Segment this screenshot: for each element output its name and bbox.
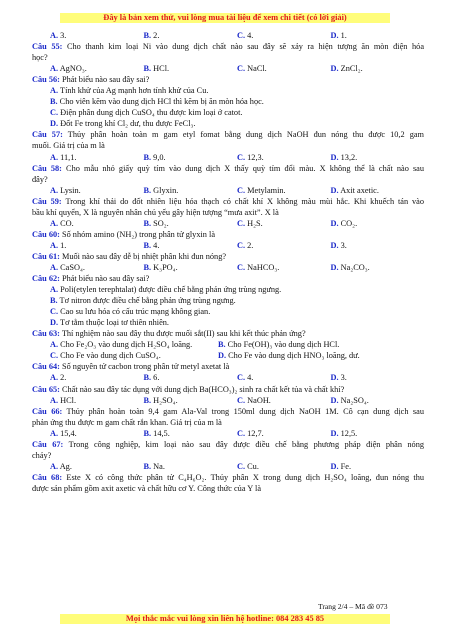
- q61-option-a: A. CaSO₄.: [50, 262, 85, 272]
- question-65-options: [32, 395, 424, 406]
- option-letter: C.: [237, 395, 246, 405]
- option-d: D. 1.: [330, 31, 347, 40]
- q60-option-d: D. 3.: [330, 240, 347, 250]
- q57-option-a: A. 11,1.: [50, 152, 77, 162]
- question-63-text: Thí nghiệm nào sau đây thu được muối sắt(II) sau khi kết thúc phản ứng?: [61, 329, 306, 339]
- option-c: C. 4.: [237, 31, 254, 40]
- question-61-stem: [32, 251, 424, 262]
- question-68-line-1: [32, 472, 424, 483]
- question-66-line-2: phản ứng thu được m gam chất rắn khan. Giá trị của m là: [32, 417, 222, 427]
- q61-option-c: C. NaHCO₃.: [237, 262, 280, 272]
- option-a: A. 3.: [50, 31, 67, 40]
- q62-option-b: B. Tơ nitron được điều chế bằng phản ứng trùng ngưng.: [50, 296, 236, 306]
- option-letter: A.: [50, 428, 59, 438]
- option-letter: C.: [50, 351, 59, 361]
- option-letter: D.: [330, 240, 339, 250]
- q56-option-b: B. Cho viên kẽm vào dung dịch HCl thì kẽm bị ăn mòn hóa học.: [50, 97, 264, 107]
- exam-content: [32, 30, 424, 494]
- question-57-line-2: muối. Giá trị của m là: [32, 141, 105, 151]
- option-letter: C.: [237, 64, 246, 74]
- option-letter: B.: [50, 97, 58, 107]
- question-67-line-1: [32, 439, 424, 450]
- question-63-options-row-2: [32, 350, 424, 361]
- option-letter: D.: [330, 185, 339, 195]
- option-letter: D.: [330, 428, 339, 438]
- question-58-line-2: đây?: [32, 174, 48, 184]
- question-59-line-2: bầu khí quyển, X là nguyên nhân chủ yếu gây hiện tượng “mưa axit”. X là: [32, 207, 279, 217]
- q63-option-a: A. Cho Fe₂O₃ vào dung dịch H₂SO₄ loãng.: [50, 340, 193, 350]
- q55-option-a: A. AgNO₃.: [50, 64, 87, 74]
- question-64-options: [32, 372, 424, 383]
- question-55-number: Câu 55:: [32, 42, 63, 52]
- question-63-number: Câu 63:: [32, 329, 60, 339]
- q66-option-a: A. 15,4.: [50, 428, 77, 438]
- question-62-text: Phát biểu nào sau đây sai?: [61, 274, 150, 284]
- q62-option-a: A. Poli(etylen terephtalat) được điều chế bằng phản ứng trùng ngưng.: [50, 285, 282, 295]
- option-b: B. 2.: [143, 31, 160, 40]
- option-letter: C.: [50, 108, 59, 118]
- option-letter: C.: [237, 185, 246, 195]
- question-58-options: [32, 185, 424, 196]
- option-letter: B.: [143, 262, 152, 272]
- option-letter: C.: [237, 240, 246, 250]
- option-letter: A.: [50, 285, 59, 295]
- option-letter: C.: [237, 373, 246, 383]
- option-letter: B.: [143, 240, 152, 250]
- question-58-number: Câu 58:: [32, 163, 62, 173]
- question-55-line-2: học?: [32, 53, 48, 63]
- q67-option-c: C. Cu.: [237, 461, 259, 471]
- question-56-number: Câu 56:: [32, 75, 60, 85]
- option-letter: D.: [218, 351, 227, 361]
- question-67-number: Câu 67:: [32, 439, 64, 449]
- question-61-number: Câu 61:: [32, 251, 60, 261]
- option-letter: D.: [50, 318, 59, 328]
- option-letter: A.: [50, 395, 59, 405]
- q55-option-b: B. HCl.: [143, 64, 170, 74]
- option-letter: A.: [50, 31, 59, 40]
- option-letter: D.: [330, 395, 339, 405]
- q56-option-c: C. Điện phân dung dịch CuSO₄ thu được kim loại ở catot.: [50, 108, 243, 118]
- option-letter: D.: [330, 373, 339, 383]
- q65-option-d: D. Na₂SO₄.: [330, 395, 369, 405]
- option-letter: D.: [330, 64, 339, 74]
- q58-option-c: C. Metylamin.: [237, 185, 286, 195]
- page-number-label: Trang 2/4 – Mã đề 073: [318, 602, 388, 611]
- question-63-stem: [32, 328, 424, 339]
- q60-option-c: C. 2.: [237, 240, 254, 250]
- option-letter: B.: [50, 296, 58, 306]
- option-letter: B.: [143, 64, 152, 74]
- question-60-text: Số nhóm amino (NH₂) trong phân tử glyxin là: [61, 229, 215, 239]
- question-57-options: [32, 152, 424, 163]
- question-61-text: Muối nào sau đây dễ bị nhiệt phân khi đun nóng?: [61, 251, 227, 261]
- question-59-line-1: [32, 196, 424, 207]
- option-letter: D.: [330, 262, 339, 272]
- question-59-options: [32, 218, 424, 229]
- option-letter: D.: [330, 152, 339, 162]
- question-56-stem: [32, 74, 424, 85]
- option-letter: A.: [50, 218, 59, 228]
- option-letter: A.: [50, 373, 59, 383]
- option-letter: A.: [50, 86, 59, 96]
- question-58-line-1: [32, 163, 424, 174]
- option-letter: B.: [143, 428, 152, 438]
- q65-option-a: A. HCl.: [50, 395, 77, 405]
- question-57-number: Câu 57:: [32, 130, 63, 140]
- q59-option-c: C. H₂S.: [237, 218, 263, 228]
- q64-option-b: B. 6.: [143, 373, 160, 383]
- q61-option-d: D. Na₂CO₃.: [330, 262, 370, 272]
- top-preview-banner: Đây là bản xem thử, vui lòng mua tài liệu để xem chi tiết (có lời giải): [60, 13, 390, 23]
- question-68-number: Câu 68:: [32, 472, 63, 482]
- option-letter: B.: [143, 152, 152, 162]
- question-59-text: Trong khí thải do đốt nhiên liệu hóa thạch có chất khí X không màu mùi hắc. Khi khuếch tán vào: [65, 196, 424, 206]
- option-letter: A.: [50, 340, 59, 350]
- question-58-text: Cho mẫu nhỏ giấy quỳ tím vào dung dịch X thấy quỳ tím đổi màu. X không thể là chất nào sau: [66, 163, 425, 173]
- option-letter: C.: [237, 461, 246, 471]
- option-letter: A.: [50, 262, 59, 272]
- q66-option-d: D. 12,5.: [330, 428, 358, 438]
- option-letter: D.: [330, 31, 339, 40]
- question-62-number: Câu 62:: [32, 274, 60, 284]
- question-60-number: Câu 60:: [32, 229, 60, 239]
- question-56-text: Phát biểu nào sau đây sai?: [61, 75, 150, 85]
- question-67-options: [32, 461, 424, 472]
- question-55-line-1: [32, 41, 424, 52]
- option-letter: A.: [50, 64, 59, 74]
- q64-option-a: A. 2.: [50, 373, 67, 383]
- q59-option-b: B. SO₂.: [143, 218, 169, 228]
- q58-option-d: D. Axit axetic.: [330, 185, 379, 195]
- q65-option-c: C. NaOH.: [237, 395, 271, 405]
- question-65-text: Chất nào sau đây tác dụng với dung dịch Ba(HCO₃)₂ sinh ra chất kết tủa và chất khí?: [61, 384, 345, 394]
- question-68-line-2: được sản phẩm gồm axit axetic và chất hữu cơ Y. Công thức của Y là: [32, 483, 262, 493]
- q67-option-a: A. Ag.: [50, 461, 72, 471]
- option-letter: A.: [50, 185, 59, 195]
- options-row: [32, 30, 424, 41]
- q64-option-d: D. 3.: [330, 373, 347, 383]
- option-letter: C.: [237, 31, 246, 40]
- question-62-stem: [32, 273, 424, 284]
- question-57-line-1: [32, 129, 424, 140]
- option-letter: A.: [50, 240, 59, 250]
- q59-option-d: D. CO₂.: [330, 218, 358, 228]
- q57-option-d: D. 13,2.: [330, 152, 358, 162]
- q67-option-d: D. Fe.: [330, 461, 352, 471]
- q63-option-c: C. Cho Fe vào dung dịch CuSO₄.: [50, 351, 161, 361]
- q64-option-c: C. 4.: [237, 373, 254, 383]
- question-57-text: Thủy phân hoàn toàn m gam etyl fomat bằng dung dịch NaOH đun nóng thu được 10,2 gam: [67, 130, 424, 140]
- question-55-options: [32, 63, 424, 74]
- q62-option-d: D. Tơ tằm thuộc loại tơ thiên nhiên.: [50, 318, 170, 328]
- q66-option-b: B. 14,5.: [143, 428, 170, 438]
- q57-option-c: C. 12,3.: [237, 152, 264, 162]
- option-letter: C.: [237, 428, 246, 438]
- option-letter: B.: [218, 340, 226, 350]
- option-letter: B.: [143, 218, 152, 228]
- option-letter: B.: [143, 373, 152, 383]
- q55-option-d: D. ZnCl₂.: [330, 64, 363, 74]
- question-60-options: [32, 240, 424, 251]
- question-55-text: Cho thanh kim loại Ni vào dung dịch chất nào sau đây sẽ xảy ra hiện tượng ăn mòn điện hóa: [66, 42, 424, 52]
- question-66-line-1: [32, 406, 424, 417]
- question-63-options-row-1: [32, 339, 424, 350]
- q56-option-a: A. Tính khử của Ag mạnh hơn tính khử của Cu.: [50, 86, 209, 96]
- option-letter: A.: [50, 152, 59, 162]
- question-66-number: Câu 66:: [32, 406, 63, 416]
- question-66-options: [32, 428, 424, 439]
- q59-option-a: A. CO.: [50, 218, 74, 228]
- question-66-text: Thủy phân hoàn toàn 9,4 gam Ala-Val trong 150ml dung dịch NaOH 1M. Cô cạn dung dịch sau: [66, 406, 424, 416]
- question-64-stem: [32, 361, 424, 372]
- q57-option-b: B. 9,0.: [143, 152, 166, 162]
- q63-option-b: B. Cho Fe(OH)₃ vào dung dịch HCl.: [218, 340, 340, 350]
- q60-option-a: A. 1.: [50, 240, 67, 250]
- option-letter: C.: [237, 218, 246, 228]
- question-65-number: Câu 65:: [32, 384, 60, 394]
- hotline-banner: Mọi thắc mắc vui lòng xin liên hệ hotline: 084 283 45 85: [60, 614, 390, 624]
- q60-option-b: B. 4.: [143, 240, 160, 250]
- question-67-line-2: chảy?: [32, 450, 52, 460]
- question-68-text: Este X có công thức phân tử C₄H₆O₂. Thủy phân X trong dung dịch H₂SO₄ loãng, đun nóng thu: [66, 472, 425, 482]
- question-64-text: Số nguyên tử cacbon trong phân tử metyl axetat là: [61, 362, 230, 372]
- q55-option-c: C. NaCl.: [237, 64, 267, 74]
- option-letter: C.: [237, 152, 246, 162]
- option-letter: B.: [143, 185, 152, 195]
- question-61-options: [32, 262, 424, 273]
- question-59-number: Câu 59:: [32, 196, 62, 206]
- question-64-number: Câu 64:: [32, 362, 60, 372]
- q63-option-d: D. Cho Fe vào dung dịch HNO₃ loãng, dư.: [218, 351, 360, 361]
- q66-option-c: C. 12,7.: [237, 428, 264, 438]
- option-letter: A.: [50, 461, 59, 471]
- question-67-text: Trong công nghiệp, kim loại nào sau đây được điều chế bằng phương pháp điện phân nóng: [68, 439, 424, 449]
- option-letter: D.: [50, 119, 59, 129]
- q67-option-b: B. Na.: [143, 461, 165, 471]
- q61-option-b: B. K₃PO₄.: [143, 262, 178, 272]
- q56-option-d: D. Đốt Fe trong khí Cl₂ dư, thu được FeCl₃.: [50, 119, 196, 129]
- option-letter: D.: [330, 218, 339, 228]
- q62-option-c: C. Cao su lưu hóa có cấu trúc mạng không gian.: [50, 307, 211, 317]
- option-letter: B.: [143, 31, 152, 40]
- question-65-stem: [32, 384, 424, 395]
- q65-option-b: B. H₂SO₄.: [143, 395, 178, 405]
- q58-option-a: A. Lysin.: [50, 185, 81, 195]
- option-letter: B.: [143, 395, 152, 405]
- option-letter: C.: [50, 307, 59, 317]
- option-letter: D.: [330, 461, 339, 471]
- option-letter: C.: [237, 262, 246, 272]
- option-letter: B.: [143, 461, 152, 471]
- q58-option-b: B. Glyxin.: [143, 185, 179, 195]
- question-60-stem: [32, 229, 424, 240]
